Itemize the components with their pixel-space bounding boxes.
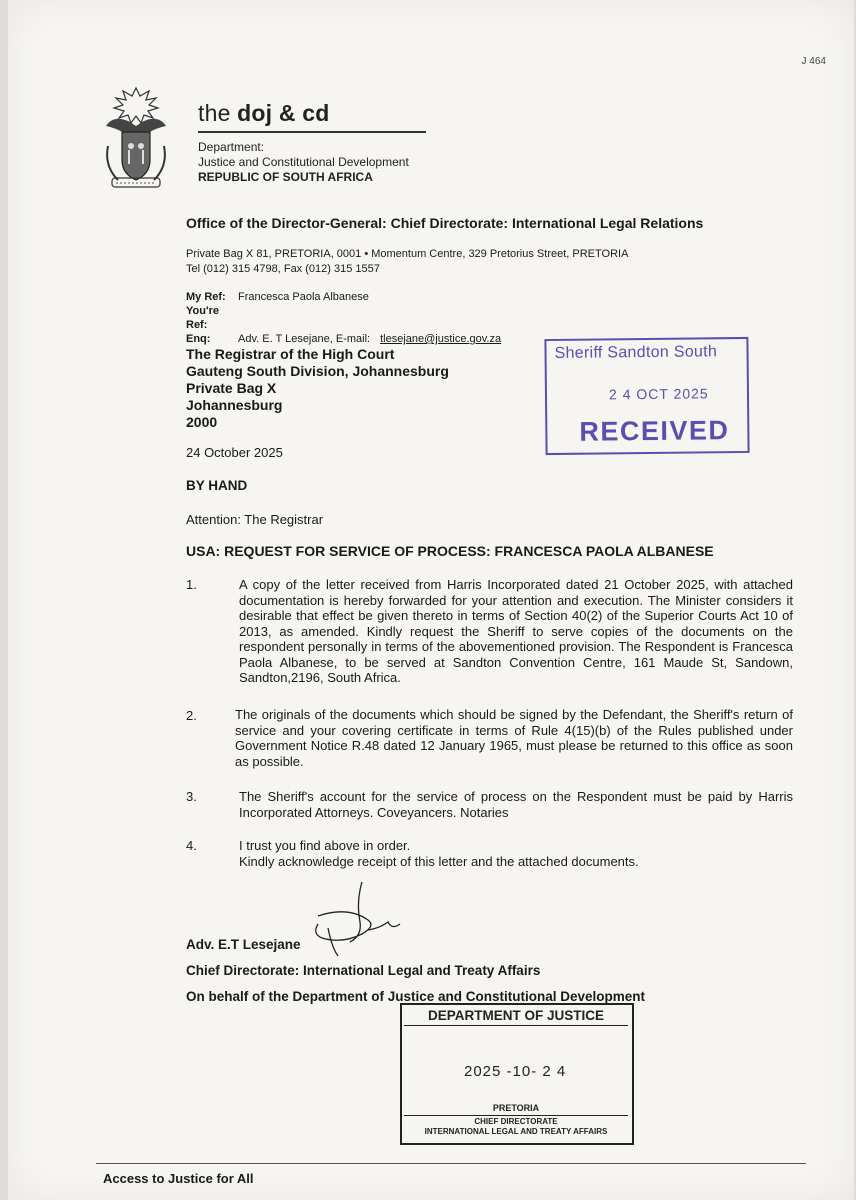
paragraph-4 [239, 838, 793, 869]
stamp-footer-line: INTERNATIONAL LEGAL AND TREATY AFFAIRS [424, 1127, 608, 1136]
dept-country: REPUBLIC OF SOUTH AFRICA [198, 170, 373, 184]
department-block [198, 140, 409, 185]
doj-stamp [400, 1003, 634, 1145]
signatory-name: Adv. E.T Lesejane [186, 937, 301, 952]
coat-of-arms-icon [96, 86, 176, 194]
recipient-line: The Registrar of the High Court [186, 346, 395, 362]
office-address [186, 247, 628, 277]
my-ref-value: Francesca Paola Albanese [238, 291, 369, 303]
your-ref-label: You're Ref: [186, 305, 219, 331]
recipient-line: 2000 [186, 414, 218, 430]
dept-line: Justice and Constitutional Development [198, 155, 409, 169]
stamp-status: RECEIVED [579, 415, 730, 447]
reference-block [186, 290, 501, 346]
brand-divider [198, 131, 426, 133]
letter-date: 24 October 2025 [186, 445, 283, 460]
enq-email-link[interactable]: tlesejane@justice.gov.za [380, 333, 502, 345]
signatory-title: Chief Directorate: International Legal and Treaty Affairs [186, 963, 541, 978]
by-hand: BY HAND [186, 478, 248, 493]
enq-value: Adv. E. T Lesejane, E-mail: [238, 333, 371, 345]
brand-name: the doj & cd [198, 100, 330, 126]
signatory-block [186, 932, 645, 1010]
recipient-line: Private Bag X [186, 380, 277, 396]
subject-line: USA: REQUEST FOR SERVICE OF PROCESS: FRANCESCA PAOLA ALBANESE [186, 543, 714, 559]
stamp-footer-line: CHIEF DIRECTORATE [474, 1117, 558, 1126]
address-line: Private Bag X 81, PRETORIA, 0001 • Momentum Centre, 329 Pretorius Street, PRETORIA [186, 248, 629, 260]
paragraph-number: 4. [186, 838, 197, 853]
paragraph-2: The originals of the documents which should be signed by the Defendant, the Sheriff's return of service and your covering certificate in terms of Rule 4(15)(b) of the Rules published under Government Notice R.48 dated 12 January 1965, must please be returned to this office as soon as possible. [235, 707, 793, 769]
office-title: Office of the Director-General: Chief Directorate: International Legal Relations [186, 215, 704, 231]
enq-label: Enq: [186, 333, 211, 345]
recipient-line: Johannesburg [186, 397, 283, 413]
sheriff-received-stamp [544, 337, 749, 455]
stamp-footer [404, 1115, 628, 1137]
signatory-on-behalf: On behalf of the Department of Justice and Constitutional Development [186, 989, 646, 1004]
phone-line: Tel (012) 315 4798, Fax (012) 315 1557 [186, 263, 380, 275]
stamp-title: DEPARTMENT OF JUSTICE [404, 1008, 628, 1026]
paragraph-4-line: Kindly acknowledge receipt of this letter and the attached documents. [239, 853, 639, 869]
footer-slogan: Access to Justice for All [103, 1171, 254, 1186]
paragraph-3: The Sheriff's account for the service of process on the Respondent must be paid by Harris Incorporated Attorneys. Coveyancers. Notaries [239, 789, 793, 820]
stamp-date: 2 4 OCT 2025 [608, 385, 709, 403]
paragraph-number: 1. [186, 577, 197, 592]
recipient-address [186, 346, 449, 431]
stamp-date: 2025 -10- 2 4 [464, 1063, 567, 1080]
footer-divider [96, 1163, 806, 1164]
stamp-title: Sheriff Sandton South [554, 343, 718, 362]
page-number: J 464 [801, 56, 826, 67]
paragraph-1: A copy of the letter received from Harris Incorporated dated 21 October 2025, with attached documentation is hereby forwarded for your attention and execution. The Minister considers it desirable that effect be given thereto in terms of Section 40(2) of the Superior Courts Act 10 of 2013, as amended. Kindly request the Sheriff to serve copies of the documents on the respondent personally in terms of the abovementioned provision. The Respondent is Francesca Paola Albanese, to be served at Sandton Convention Centre, 161 Maude St, Sandown, Sandton,2196, South Africa. [239, 577, 793, 685]
attention-line: Attention: The Registrar [186, 512, 324, 527]
paragraph-number: 3. [186, 789, 197, 804]
paragraph-number: 2. [186, 708, 197, 723]
letter-page [8, 0, 854, 1200]
stamp-city: PRETORIA [492, 1103, 540, 1113]
dept-line: Department: [198, 140, 265, 154]
my-ref-label: My Ref: [186, 291, 226, 303]
paragraph-4-line: I trust you find above in order. [239, 838, 411, 853]
recipient-line: Gauteng South Division, Johannesburg [186, 363, 449, 379]
